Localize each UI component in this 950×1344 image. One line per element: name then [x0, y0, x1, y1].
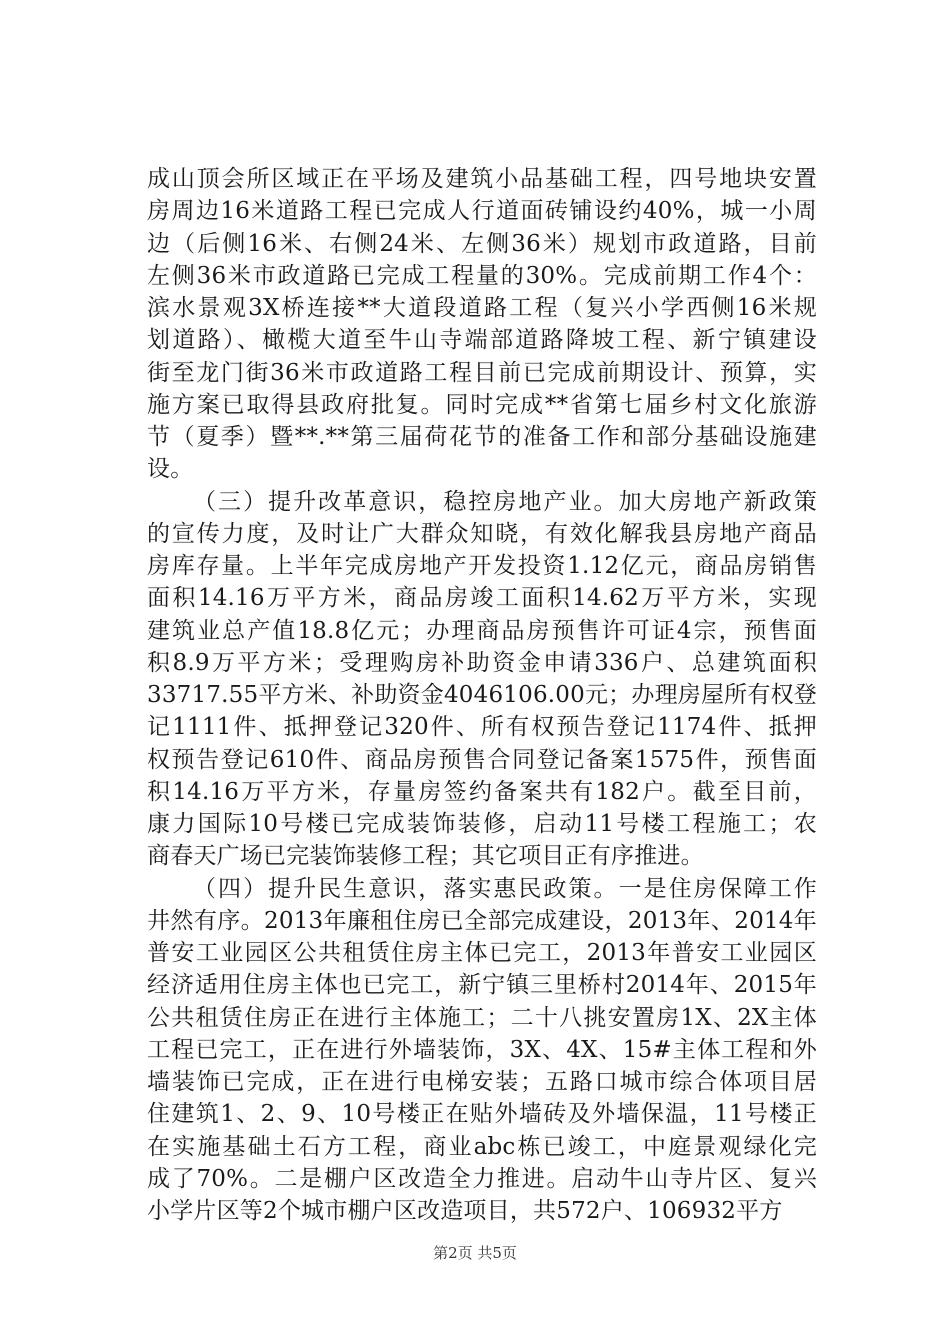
text-line: 工程已完工，正在进行外墙装饰，3X、4X、15#主体工程和外: [147, 1036, 817, 1063]
text-line: 经济适用住房主体也已完工，新宁镇三里桥村2014年、2015年: [147, 972, 817, 999]
text-line: 井然有序。2013年廉租住房已全部完成建设，2013年、2014年: [147, 907, 817, 934]
text-line: 房周边16米道路工程已完成人行道面砖铺设约40%，城一小周: [147, 198, 817, 225]
text-line: 墙装饰已完成，正在进行电梯安装；五路口城市综合体项目居: [147, 1069, 817, 1095]
text-line: 小学片区等2个城市棚户区改造项目，共572户、106932平方: [147, 1198, 783, 1224]
text-line: 设。: [147, 456, 194, 483]
text-line: 左侧36米市政道路已完成工程量的30%。完成前期工作4个：: [147, 262, 817, 289]
text-line: 住建筑1、2、9、10号楼正在贴外墙砖及外墙保温，11号楼正: [147, 1101, 817, 1128]
text-line: 建筑业总产值18.8亿元；办理商品房预售许可证4宗，预售面: [147, 617, 817, 644]
text-line: 公共租赁住房正在进行主体施工；二十八挑安置房1X、2X主体: [147, 1004, 817, 1031]
text-line: 在实施基础土石方工程，商业abc栋已竣工，中庭景观绿化完: [147, 1133, 817, 1160]
text-line: 节（夏季）暨**.**第三届荷花节的准备工作和部分基础设施建: [147, 424, 817, 450]
text-line: 积14.16万平方米，存量房签约备案共有182户。截至目前，: [147, 778, 817, 805]
text-line: 成了70%。二是棚户区改造全力推进。启动牛山寺片区、复兴: [147, 1165, 817, 1192]
text-line: 普安工业园区公共租赁住房主体已完工，2013年普安工业园区: [147, 940, 817, 966]
text-line: 33717.55平方米、补助资金4046106.00元；办理房屋所有权登: [147, 682, 817, 708]
text-line: （三）提升改革意识，稳控房地产业。加大房地产新政策: [193, 488, 817, 515]
text-line: 街至龙门街36米市政道路工程目前已完成前期设计、预算，实: [147, 359, 817, 386]
text-line: 的宣传力度，及时让广大群众知晓，有效化解我县房地产商品: [147, 520, 817, 547]
text-line: （四）提升民生意识，落实惠民政策。一是住房保障工作: [193, 875, 817, 902]
text-line: 康力国际10号楼已完成装饰装修，启动11号楼工程施工；农: [147, 811, 817, 837]
text-line: 商春天广场已完装饰装修工程；其它项目正有序推进。: [147, 843, 704, 870]
text-line: 成山顶会所区域正在平场及建筑小品基础工程，四号地块安置: [147, 166, 817, 192]
text-line: 面积14.16万平方米，商品房竣工面积14.62万平方米，实现: [147, 585, 817, 612]
page-footer: 第2页 共5页: [433, 1244, 517, 1262]
text-line: 权预告登记610件、商品房预售合同登记备案1575件，预售面: [147, 746, 817, 773]
text-line: 房库存量。上半年完成房地产开发投资1.12亿元，商品房销售: [147, 553, 817, 579]
text-line: 积8.9万平方米；受理购房补助资金申请336户、总建筑面积: [147, 649, 817, 676]
text-line: 施方案已取得县政府批复。同时完成**省第七届乡村文化旅游: [147, 391, 817, 418]
text-line: 记1111件、抵押登记320件、所有权预告登记1174件、抵押: [147, 714, 817, 741]
text-line: 划道路）、橄榄大道至牛山寺端部道路降坡工程、新宁镇建设: [147, 327, 817, 354]
text-line: 边（后侧16米、右侧24米、左侧36米）规划市政道路，目前: [147, 230, 817, 257]
text-line: 滨水景观3X桥连接**大道段道路工程（复兴小学西侧16米规: [147, 295, 817, 321]
